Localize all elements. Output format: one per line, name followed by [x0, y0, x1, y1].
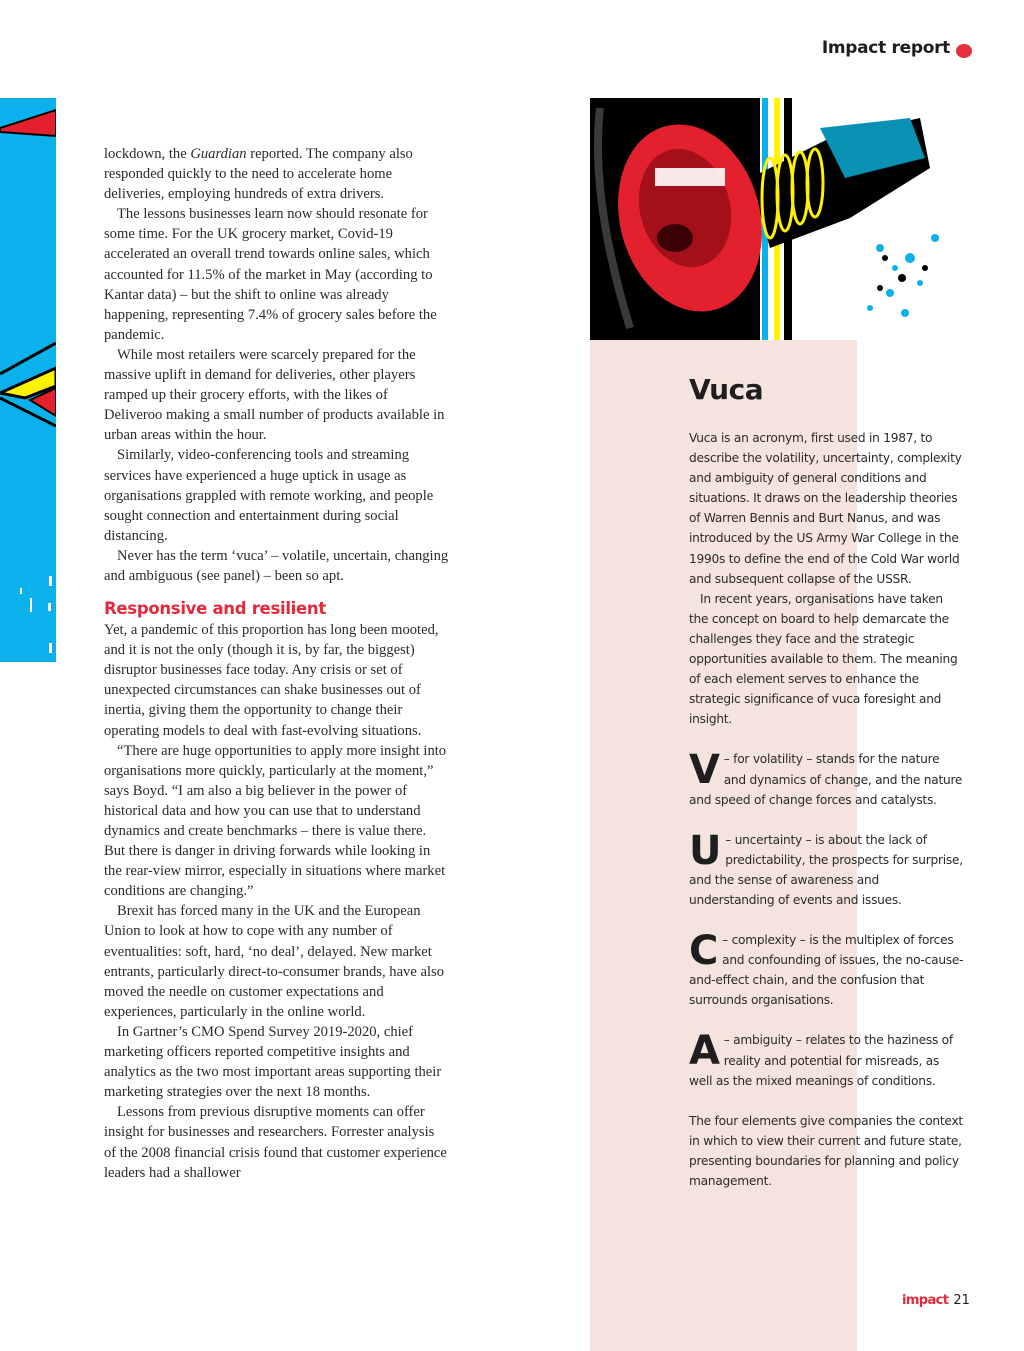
vuca-element-v: V – for volatility – stands for the nature and dynamics of change, and the nature and speed of change forces and catalysts.: [689, 747, 963, 807]
article-body: [104, 144, 449, 1183]
article-paragraph: Never has the term ‘vuca’ – volatile, uncertain, changing and ambiguous (see panel) – been so apt.: [104, 547, 449, 584]
article-paragraph: “There are huge opportunities to apply more insight into organisations more quickly, particularly at the moment,” says Boyd. “I am also a big believer in the power of historical data and how you can use that to understand dynamics and create benchmarks – there is value there. But there is danger in driving forwards while looking in the rear-view mirror, especially in situations where market conditions are changing.”: [104, 742, 447, 900]
brand-logo: impact: [902, 1293, 949, 1308]
dropcap-a: A: [689, 1028, 720, 1075]
red-bulb-image: [590, 98, 958, 340]
red-bulb-photo-icon: [590, 98, 958, 340]
pop-art-illustration-icon: [0, 98, 56, 662]
article-paragraph: Lessons from previous disruptive moments can offer insight for businesses and researchers. Forrester analysis of the 2008 financial crisis found that customer experience leaders had a shallower: [104, 1104, 447, 1181]
panel-conclusion: The four elements give companies the context in which to view their current and future state, presenting boundaries for planning and policy management.: [689, 1113, 963, 1188]
vuca-element-u: U – uncertainty – is about the lack of predictability, the prospects for surprise, and the sense of awareness and understanding of events and issues.: [689, 827, 963, 907]
article-paragraph: Yet, a pandemic of this proportion has long been mooted, and it is not the only (though it is, by far, the biggest) disruptor businesses face today. Any crisis or set of unexpected circumstances can shake businesses out of inertia, giving them the opportunity to change their operating models to deal with fast-evolving situations.: [104, 622, 439, 739]
panel-title: Vuca: [689, 373, 764, 406]
accent-dot-icon: [956, 44, 972, 58]
dropcap-c: C: [689, 928, 719, 975]
panel-intro-paragraph: Vuca is an acronym, first used in 1987, to describe the volatility, uncertainty, complexity and ambiguity of general conditions and situations. It draws on the leadership theories of Warren Bennis and Burt Nanus, and was introduced by the US Army War College in the 1990s to define the end of the Cold War world and subsequent collapse of the USSR.: [689, 431, 962, 586]
left-illustration-strip: [0, 98, 56, 662]
article-paragraph: Similarly, video-conferencing tools and streaming services have experienced a huge uptick in usage as organisations grappled with remote working, and people sought connection and entertainment during social distancing.: [104, 447, 434, 544]
article-paragraph: Brexit has forced many in the UK and the European Union to look at how to cope with any number of eventualities: soft, hard, ‘no deal’, delayed. New market entrants, particularly direct-to-consumer brands, have also moved the needle on customer expectations and experiences, particularly in the online world.: [104, 903, 444, 1020]
article-paragraph: The lessons businesses learn now should resonate for some time. For the UK grocery market, Covid-19 accelerated an overall trend towards online sales, which accounted for 11.5% of the market in May (according to Kantar data) – but the shift to online was already happening, representing 7.4% of grocery sales before the pandemic.: [104, 206, 437, 343]
section-label: Impact report: [821, 38, 950, 58]
vuca-element-a: A – ambiguity – relates to the haziness of reality and potential for misreads, as well as the mixed meanings of conditions.: [689, 1028, 953, 1088]
vuca-panel: [689, 372, 964, 1191]
article-paragraph: While most retailers were scarcely prepared for the massive uplift in demand for deliveries, other players ramped up their grocery efforts, with the likes of Deliveroo making a small number of products available in urban areas within the hour.: [104, 346, 445, 444]
page-footer: [902, 1293, 970, 1308]
vuca-element-c: C – complexity – is the multiplex of forces and confounding of issues, the no-cause-and-effect chain, and the confusion that surrounds organisations.: [689, 928, 964, 1008]
dropcap-v: V: [689, 747, 720, 794]
article-subheading: Responsive and resilient: [104, 599, 326, 619]
page-number: 21: [953, 1293, 970, 1308]
panel-intro-paragraph: In recent years, organisations have taken the concept on board to help demarcate the challenges they face and the strategic opportunities available to them. The meaning of each element serves to enhance the strategic significance of vuca foresight and insight.: [689, 591, 958, 727]
dropcap-u: U: [689, 827, 722, 874]
article-paragraph: In Gartner’s CMO Spend Survey 2019-2020, chief marketing officers reported competitive insights and analytics as the two most important areas supporting their marketing strategies over the next 18 months.: [104, 1023, 442, 1101]
article-paragraph: lockdown, the Guardian reported. The company also responded quickly to the need to accelerate home deliveries, employing hundreds of extra drivers.: [104, 146, 413, 203]
